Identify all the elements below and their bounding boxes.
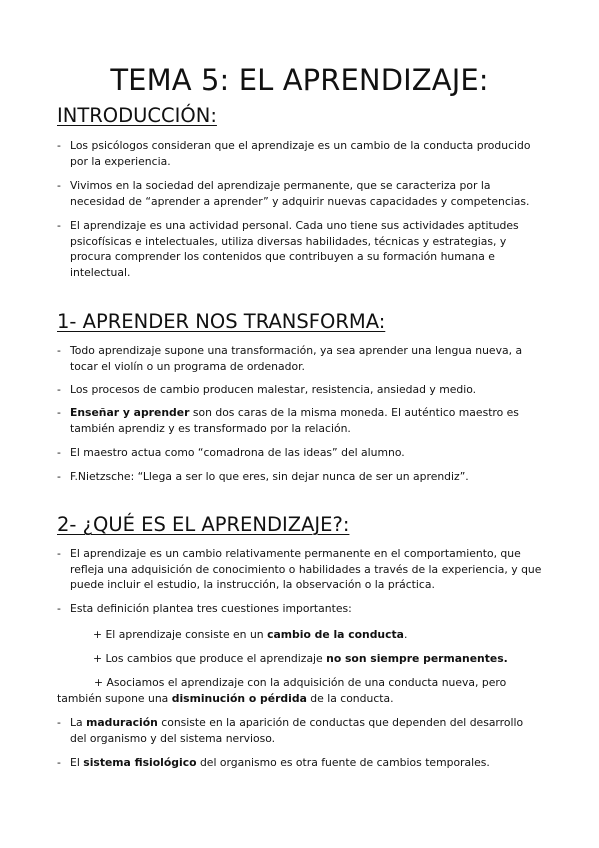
list-item-text: Los psicólogos consideran que el aprendizaje es un cambio de la conducta producido por la experiencia. bbox=[70, 139, 531, 168]
list-item: - Vivimos en la sociedad del aprendizaje permanente, que se caracteriza por la necesidad de “aprender a aprender” y adquirir nuevas capacidades y competencias. bbox=[57, 178, 542, 209]
list-item: - El maestro actua como “comadrona de las ideas” del alumno. bbox=[57, 445, 542, 461]
list-item-text: Enseñar y aprender son dos caras de la misma moneda. El auténtico maestro es también aprendiz y es transformado por la relación. bbox=[70, 406, 519, 435]
section1-heading: 1- APRENDER NOS TRANSFORMA: bbox=[57, 310, 386, 333]
list-item-text: El maestro actua como “comadrona de las ideas” del alumno. bbox=[70, 446, 405, 459]
bold-term: aprender bbox=[133, 406, 190, 419]
list-item-text: El sistema fisiológico del organismo es otra fuente de cambios temporales. bbox=[70, 756, 490, 769]
list-item: - Enseñar y aprender son dos caras de la misma moneda. El auténtico maestro es también aprendiz y es transformado por la relación. bbox=[57, 405, 542, 436]
sub-item: + Asociamos el aprendizaje con la adquisición de una conducta nueva, pero también supone una disminución o pérdida de la conducta. bbox=[57, 676, 507, 705]
page-title: TEMA 5: EL APRENDIZAJE: bbox=[110, 63, 489, 97]
list-item: - El sistema fisiológico del organismo es otra fuente de cambios temporales. bbox=[57, 755, 542, 771]
bold-term: Enseñar bbox=[70, 406, 120, 419]
bold-term: maduración bbox=[86, 716, 158, 729]
list-item: - Los procesos de cambio producen malestar, resistencia, ansiedad y medio. bbox=[57, 382, 542, 398]
bold-term: disminución o pérdida bbox=[171, 691, 307, 705]
section2-heading: 2- ¿QUÉ ES EL APRENDIZAJE?: bbox=[57, 513, 350, 536]
list-item: - F.Nietzsche: “Llega a ser lo que eres, sin dejar nunca de ser un aprendiz”. bbox=[57, 469, 542, 485]
intro-heading: INTRODUCCIÓN: bbox=[57, 104, 217, 127]
list-item: - Los psicólogos consideran que el aprendizaje es un cambio de la conducta producido por la experiencia. bbox=[57, 138, 542, 169]
list-item-text: F.Nietzsche: “Llega a ser lo que eres, sin dejar nunca de ser un aprendiz”. bbox=[70, 470, 469, 483]
bold-term: sistema fisiológico bbox=[83, 756, 197, 769]
sub-item: + Los cambios que produce el aprendizaje no son siempre permanentes. bbox=[93, 652, 508, 665]
list-item-text: Todo aprendizaje supone una transformación, ya sea aprender una lengua nueva, a tocar el violín o un programa de ordenador. bbox=[70, 344, 523, 373]
list-item-text: Los procesos de cambio producen malestar, resistencia, ansiedad y medio. bbox=[70, 383, 477, 396]
list-item: - Esta definición plantea tres cuestiones importantes: bbox=[57, 601, 542, 617]
list-item-text: El aprendizaje es una actividad personal. Cada uno tiene sus actividades aptitudes psicofísicas e intelectuales, utiliza diversas habilidades, técnicas y estrategias, y procura comprender los contenidos que contribuyen a su formación humana e intelectual. bbox=[70, 219, 519, 279]
bold-term: cambio de la conducta bbox=[267, 628, 404, 641]
bold-term: no son siempre permanentes. bbox=[326, 652, 508, 665]
list-item: - Todo aprendizaje supone una transformación, ya sea aprender una lengua nueva, a tocar el violín o un programa de ordenador. bbox=[57, 343, 542, 374]
list-item: - El aprendizaje es un cambio relativamente permanente en el comportamiento, que refleja una adquisición de conocimiento o habilidades a través de la experiencia, y que puede incluir el estudio, la instrucción, la observación o la práctica. bbox=[57, 547, 542, 592]
list-item: - El aprendizaje es una actividad personal. Cada uno tiene sus actividades aptitudes psicofísicas e intelectuales, utiliza diversas habilidades, técnicas y estrategias, y procura comprender los contenidos que contribuyen a su formación humana e intelectual. bbox=[57, 218, 542, 280]
list-item-text: Vivimos en la sociedad del aprendizaje permanente, que se caracteriza por la necesidad de “aprender a aprender” y adquirir nuevas capacidades y competencias. bbox=[70, 179, 530, 208]
list-item-text: Esta definición plantea tres cuestiones importantes: bbox=[70, 602, 352, 615]
list-item: - La maduración consiste en la aparición de conductas que dependen del desarrollo del organismo y del sistema nervioso. bbox=[57, 715, 542, 746]
sub-item: + El aprendizaje consiste en un cambio de la conducta. bbox=[93, 628, 408, 641]
list-item-text: El aprendizaje es un cambio relativamente permanente en el comportamiento, que refleja una adquisición de conocimiento o habilidades a través de la experiencia, y que puede incluir el estudio, la instrucción, la observación o la práctica. bbox=[70, 547, 542, 592]
list-item-text: La maduración consiste en la aparición de conductas que dependen del desarrollo del organismo y del sistema nervioso. bbox=[70, 716, 524, 745]
